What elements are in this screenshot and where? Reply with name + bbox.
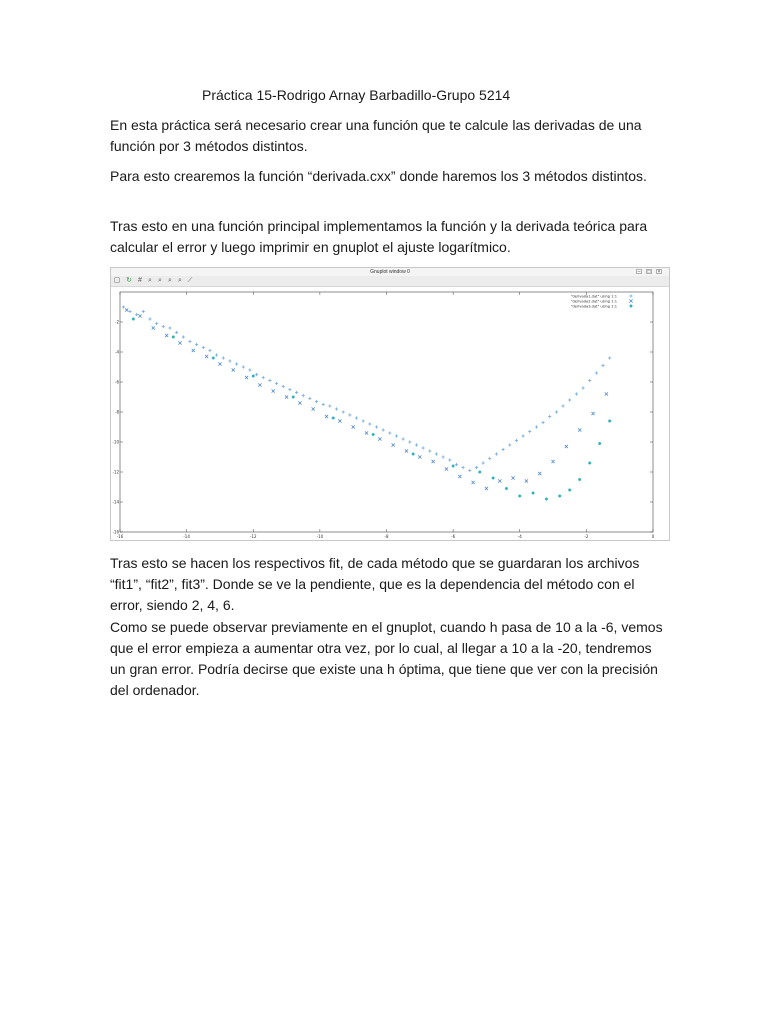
legend-label: "derivada3.dat" using 1:1 xyxy=(570,304,617,309)
data-point xyxy=(598,442,601,445)
window-toolbar xyxy=(111,276,669,287)
data-point xyxy=(125,308,128,311)
data-point xyxy=(365,431,368,434)
data-point xyxy=(475,466,478,469)
data-point xyxy=(272,389,275,392)
data-point xyxy=(168,326,171,329)
data-point xyxy=(528,430,531,433)
data-point xyxy=(578,428,581,431)
data-point xyxy=(298,401,301,404)
data-point xyxy=(501,448,504,451)
data-point xyxy=(418,455,421,458)
x-tick-label: 0 xyxy=(651,534,655,539)
data-point xyxy=(548,415,551,418)
gnuplot-window xyxy=(110,267,670,541)
data-point xyxy=(555,410,558,413)
data-point xyxy=(355,416,358,419)
data-point xyxy=(415,443,418,446)
data-point xyxy=(485,487,488,490)
data-point xyxy=(142,310,145,313)
data-point xyxy=(235,362,238,365)
data-point xyxy=(162,325,165,328)
data-point xyxy=(222,356,225,359)
data-point xyxy=(551,460,554,463)
settings-icon[interactable]: ⟋ xyxy=(187,277,193,284)
legend-label: "derivada1.dat" using 1:1 xyxy=(570,294,617,299)
grid-icon[interactable]: # xyxy=(138,277,142,284)
data-point xyxy=(228,359,231,362)
plot-frame xyxy=(120,292,653,532)
data-point xyxy=(192,349,195,352)
data-point xyxy=(205,355,208,358)
window-titlebar xyxy=(111,268,669,276)
data-point xyxy=(368,422,371,425)
data-point xyxy=(515,439,518,442)
autoscale-icon[interactable]: ⌕ xyxy=(178,277,182,284)
data-point xyxy=(252,374,255,377)
data-point xyxy=(472,481,475,484)
data-point xyxy=(132,317,135,320)
data-point xyxy=(315,400,318,403)
paragraph-fits: Tras esto se hacen los respectivos fit, de cada método que se guardaran los archivos “fit1”, “fit2”, fit3”. Donde se ve la pendiente, que es la dependencia del método con el error, siendo 2, 4, 6. xyxy=(110,555,640,613)
data-point xyxy=(508,443,511,446)
data-point xyxy=(545,497,548,500)
data-point xyxy=(531,491,534,494)
data-point xyxy=(388,431,391,434)
paragraph-main: Tras esto en una función principal implementamos la función y la derivada teórica para calcular el error y luego imprimir en gnuplot el ajuste logarítmico. xyxy=(110,218,648,255)
data-point xyxy=(338,419,341,422)
data-point xyxy=(378,437,381,440)
data-point xyxy=(462,466,465,469)
minimize-button[interactable]: – xyxy=(637,269,641,275)
data-point xyxy=(412,452,415,455)
x-tick-label: -10 xyxy=(316,534,324,539)
data-point xyxy=(432,460,435,463)
x-tick-label: -2 xyxy=(584,534,589,539)
data-point xyxy=(212,356,215,359)
data-point xyxy=(148,317,151,320)
data-point xyxy=(452,464,455,467)
data-point xyxy=(448,458,451,461)
data-point xyxy=(561,404,564,407)
y-tick-label: -16 xyxy=(112,529,119,535)
data-point xyxy=(195,343,198,346)
data-point xyxy=(525,479,528,482)
data-point xyxy=(295,391,298,394)
window-title: Gnuplot window 0 xyxy=(370,269,410,275)
data-point xyxy=(458,475,461,478)
data-point xyxy=(595,371,598,374)
data-point xyxy=(352,425,355,428)
data-point xyxy=(608,419,611,422)
data-point xyxy=(392,443,395,446)
data-point xyxy=(218,362,221,365)
data-point xyxy=(155,322,158,325)
data-point xyxy=(578,478,581,481)
data-point xyxy=(601,364,604,367)
data-point xyxy=(342,410,345,413)
data-point xyxy=(188,340,191,343)
data-point xyxy=(242,365,245,368)
y-tick-label: -12 xyxy=(112,469,119,475)
x-tick-label: -16 xyxy=(116,534,124,539)
data-point xyxy=(435,452,438,455)
data-point xyxy=(468,469,471,472)
data-point xyxy=(568,398,571,401)
data-point xyxy=(312,407,315,410)
data-point xyxy=(215,353,218,356)
x-tick-label: -14 xyxy=(183,534,190,539)
data-point xyxy=(332,416,335,419)
zoom-previous-icon[interactable]: ⌕ xyxy=(148,277,152,284)
data-point xyxy=(322,403,325,406)
data-point xyxy=(608,356,611,359)
data-point xyxy=(521,434,524,437)
zoom-next-icon[interactable]: ⌕ xyxy=(158,277,162,284)
x-tick-label: -12 xyxy=(249,534,257,539)
data-point xyxy=(292,395,295,398)
x-tick-label: -4 xyxy=(517,534,522,539)
data-point xyxy=(208,349,211,352)
data-point xyxy=(605,392,608,395)
data-point xyxy=(482,461,485,464)
scatter-chart xyxy=(111,287,669,540)
data-point xyxy=(478,470,481,473)
replot-icon[interactable]: ↻ xyxy=(126,277,132,284)
data-point xyxy=(505,487,508,490)
unzoom-icon[interactable]: ⌕ xyxy=(168,277,172,284)
data-point xyxy=(172,335,175,338)
data-point xyxy=(262,376,265,379)
data-point xyxy=(518,494,521,497)
data-point xyxy=(245,376,248,379)
data-point xyxy=(328,404,331,407)
data-point xyxy=(178,341,181,344)
data-point xyxy=(128,310,131,313)
data-point xyxy=(422,446,425,449)
data-point xyxy=(152,326,155,329)
data-point xyxy=(285,395,288,398)
data-point xyxy=(442,455,445,458)
data-point xyxy=(248,368,251,371)
close-button[interactable]: × xyxy=(657,269,661,275)
data-point xyxy=(165,334,168,337)
y-tick-label: -2 xyxy=(115,319,119,325)
data-point xyxy=(541,421,544,424)
data-point xyxy=(202,346,205,349)
y-tick-label: -4 xyxy=(115,349,119,355)
x-tick-label: -8 xyxy=(384,534,389,539)
data-point xyxy=(495,452,498,455)
data-point xyxy=(581,386,584,389)
data-point xyxy=(232,368,235,371)
data-point xyxy=(335,407,338,410)
y-tick-label: -14 xyxy=(112,499,119,505)
data-point xyxy=(565,445,568,448)
data-point xyxy=(455,463,458,466)
data-point xyxy=(288,388,291,391)
data-point xyxy=(629,304,632,307)
data-point xyxy=(488,457,491,460)
paragraph-conclusion: Como se puede observar previamente en el gnuplot, cuando h pasa de 10 a la -6, vemos que el error empieza a aumentar otra vez, por lo cual, al llegar a 10 a la -20, tendremos un gran error. Podría decirse que existe una h óptima, que tiene que ver con la precisión del ordenador. xyxy=(110,619,663,698)
maximize-button[interactable]: □ xyxy=(647,269,651,275)
data-point xyxy=(498,479,501,482)
data-point xyxy=(558,494,561,497)
data-point xyxy=(395,434,398,437)
copy-icon[interactable]: ▢ xyxy=(113,277,121,284)
data-point xyxy=(535,425,538,428)
x-tick-label: -6 xyxy=(451,534,456,539)
paragraph-function: Para esto crearemos la función “derivada.cxx” donde haremos los 3 métodos distintos. xyxy=(110,168,647,184)
data-point xyxy=(308,397,311,400)
y-tick-label: -6 xyxy=(115,379,119,385)
data-point xyxy=(182,335,185,338)
data-point xyxy=(302,394,305,397)
data-point xyxy=(575,392,578,395)
data-point xyxy=(402,437,405,440)
legend-label: "derivada2.dat" using 1:1 xyxy=(570,299,617,304)
data-point xyxy=(428,449,431,452)
data-point xyxy=(568,488,571,491)
data-point xyxy=(408,440,411,443)
data-point xyxy=(348,413,351,416)
plot-area xyxy=(111,287,669,540)
data-point xyxy=(511,476,514,479)
data-point xyxy=(325,415,328,418)
data-point xyxy=(275,382,278,385)
data-point xyxy=(372,433,375,436)
y-tick-label: -10 xyxy=(112,439,119,445)
data-point xyxy=(382,428,385,431)
data-point xyxy=(122,305,125,308)
data-point xyxy=(268,379,271,382)
y-tick-label: -8 xyxy=(115,409,119,415)
data-point xyxy=(538,472,541,475)
data-point xyxy=(629,294,632,297)
data-point xyxy=(445,467,448,470)
data-point xyxy=(588,379,591,382)
data-point xyxy=(258,383,261,386)
paragraph-intro: En esta práctica será necesario crear una función que te calcule las derivadas de una función por 3 métodos distintos. xyxy=(110,117,642,154)
data-point xyxy=(588,461,591,464)
data-point xyxy=(629,299,632,302)
document-title: Práctica 15-Rodrigo Arnay Barbadillo-Grupo 5214 xyxy=(202,87,511,103)
data-point xyxy=(591,412,594,415)
data-point xyxy=(255,373,258,376)
data-point xyxy=(405,449,408,452)
data-point xyxy=(175,331,178,334)
data-point xyxy=(362,419,365,422)
data-point xyxy=(135,313,138,316)
data-point xyxy=(492,476,495,479)
data-point xyxy=(282,385,285,388)
data-point xyxy=(138,314,141,317)
data-point xyxy=(375,425,378,428)
